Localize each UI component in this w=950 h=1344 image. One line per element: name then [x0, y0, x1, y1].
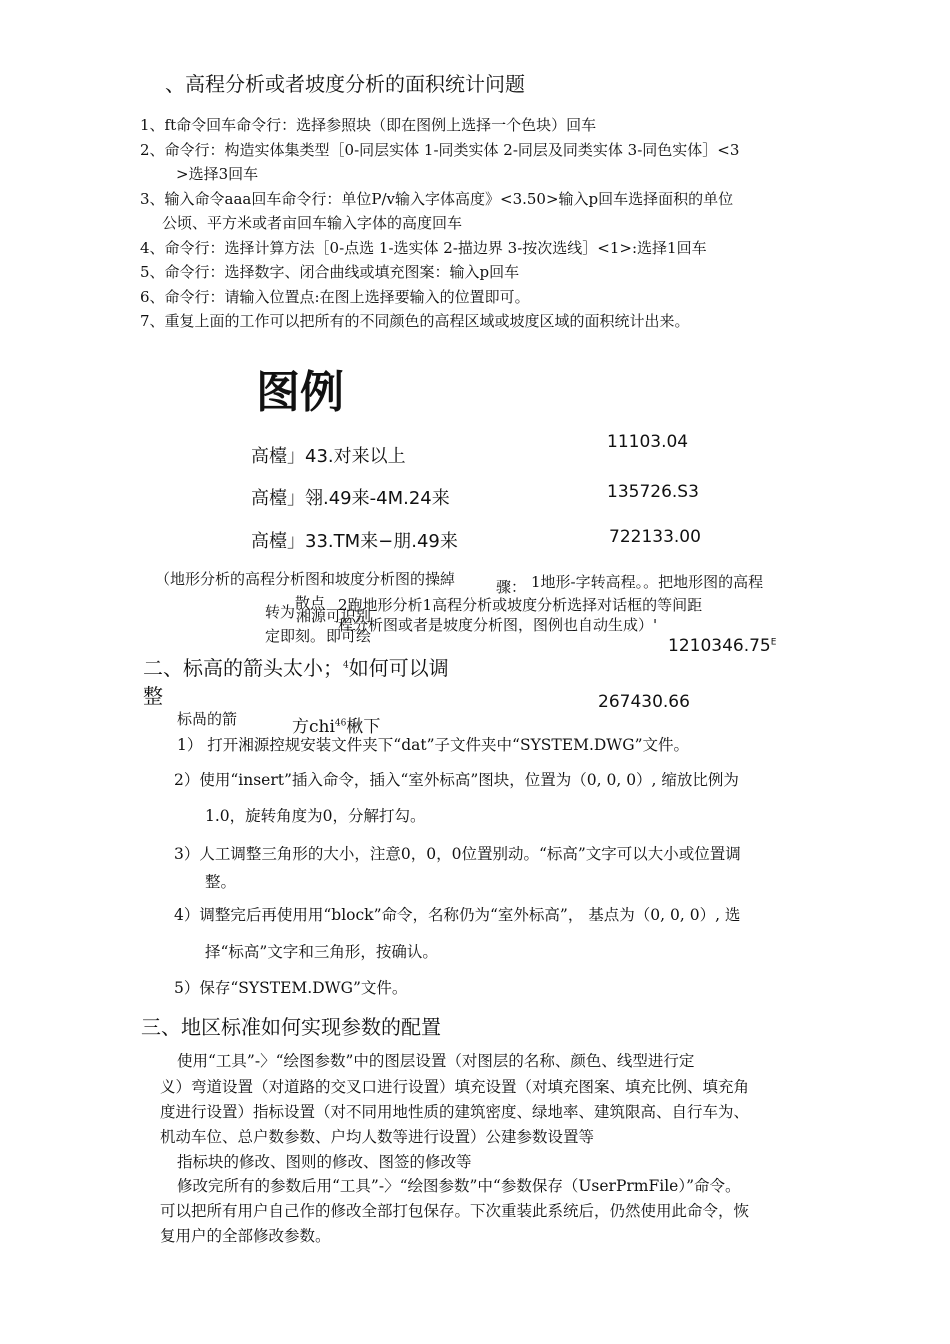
section3-line: 指标块的修改、图则的修改、图签的修改等 [177, 1153, 472, 1171]
section1-step: 6、命令行：请输入位置点:在图上选择要输入的位置即可。 [140, 288, 530, 306]
legend-title: 图例 [256, 367, 344, 418]
legend-row-label: 高檯」翎.49来-4M.24来 [251, 488, 450, 509]
section1-title: 、高程分析或者坡度分析的面积统计问题 [165, 72, 525, 96]
overlap-text: 即可绘 [326, 627, 372, 645]
overlap-text: 散点 [295, 594, 326, 612]
section2-step: 1） 打开湘源控规安装文件夹下“dat”子文件夹中“SYSTEM.DWG”文件。 [177, 736, 690, 754]
section2-step: 1.0，旋转角度为0，分解打勾。 [205, 807, 426, 825]
section2-title-cont: 整 [143, 684, 163, 708]
section1-step: 4、命令行：选择计算方法［0-点选 1-选实体 2-描边界 3-按次选线］<1>:选择1回车 [140, 239, 707, 257]
legend-extra-value: 267430.66 [598, 692, 690, 712]
overlap-text: 程分析图或者是坡度分析图，图例也自动生成）' [338, 616, 658, 634]
overlap-text: （地形分析的高程分析图和坡度分析图的操綽 [155, 570, 456, 588]
section2-step: 择“标高”文字和三角形，按确认。 [205, 943, 438, 961]
section1-step: 1、ft命令回车命令行：选择参照块（即在图例上选择一个色块）回车 [140, 116, 597, 134]
section1-step: 公顷、平方米或者亩回车输入字体的高度回车 [162, 214, 463, 232]
section1-step: 3、输入命令aaa回车命令行：单位P/v输入字体高度》<3.50>输入p回车选择面积的单位 [140, 190, 734, 208]
section2-step: 2）使用“insert”插入命令，插入“室外标高”图块，位置为（0, 0, 0）, 缩放比例为 [174, 771, 739, 789]
legend-row-value: 11103.04 [607, 432, 689, 452]
section3-line: 义）弯道设置（对道路的交叉口进行设置）填充设置（对填充图案、填充比例、填充角 [160, 1078, 750, 1096]
section3-line: 使用“工具”-〉“绘图参数”中的图层设置（对图层的名称、颜色、线型进行定 [177, 1052, 695, 1070]
section3-title: 三、地区标准如何实现参数的配置 [141, 1015, 441, 1039]
section3-line: 复用户的全部修改参数。 [160, 1227, 331, 1245]
overlap-text: 骤： [496, 578, 527, 596]
legend-row-label: 高檯」43.对来以上 [251, 446, 406, 467]
overlap-text: 湘源可识别 [296, 607, 372, 625]
legend-row-value: 135726.S3 [607, 482, 699, 502]
legend-extra-value: $1210346.75^E$ [668, 636, 777, 656]
section1-step: 7、重复上面的工作可以把所有的不同颜色的高程区域或坡度区域的面积统计出来。 [140, 312, 690, 330]
section2-step: 4）调整完后再使用用“block”命令，名称仍为“室外标高”， 基点为（0, 0, 0）, 选 [174, 906, 741, 924]
legend-row-value: 722133.00 [609, 527, 701, 547]
legend-row-label: 高檯」33.TM来−朋.49来 [251, 531, 458, 552]
section2-step: 整。 [205, 873, 237, 891]
overlap-text: 1地形-字转高程。。把地形图的高程 [531, 573, 764, 591]
overlap-text: 转为 [265, 603, 296, 621]
section3-line: 度进行设置）指标设置（对不同用地性质的建筑密度、绿地率、建筑限高、自行车为、 [160, 1103, 750, 1121]
section1-step: 5、命令行：选择数字、闭合曲线或填充图案：输入p回车 [140, 263, 520, 281]
section3-line: 修改完所有的参数后用“工具”-〉“绘图参数”中“参数保存（UserPrmFile）”命令。 [177, 1177, 741, 1195]
overlap-text: 定即刻。 [265, 627, 326, 645]
section2-sub: 方chi$^{46}$楸下 [292, 717, 381, 737]
section2-step: 3）人工调整三角形的大小，注意0，0，0位置别动。“标高”文字可以大小或位置调 [174, 845, 741, 863]
overlap-text: 2跑地形分析1高程分析或坡度分析选择对话框的等间距 [338, 596, 703, 614]
section1-step: 2、命令行：构造实体集类型［0-同层实体 1-同类实体 2-同层及同类实体 3-同色实体］<3 [140, 141, 740, 159]
section2-title: 二、标高的箭头太小；$^4$如何可以调 [143, 656, 449, 680]
section1-step: >选择3回车 [176, 165, 259, 183]
section2-step: 5）保存“SYSTEM.DWG”文件。 [174, 979, 408, 997]
section3-line: 机动车位、总户数参数、户均人数等进行设置）公建参数设置等 [160, 1128, 595, 1146]
section3-line: 可以把所有用户自己作的修改全部打包保存。下次重装此系统后，仍然使用此命令，恢 [160, 1202, 750, 1220]
section2-sub: 标咼的箭 [177, 710, 238, 728]
